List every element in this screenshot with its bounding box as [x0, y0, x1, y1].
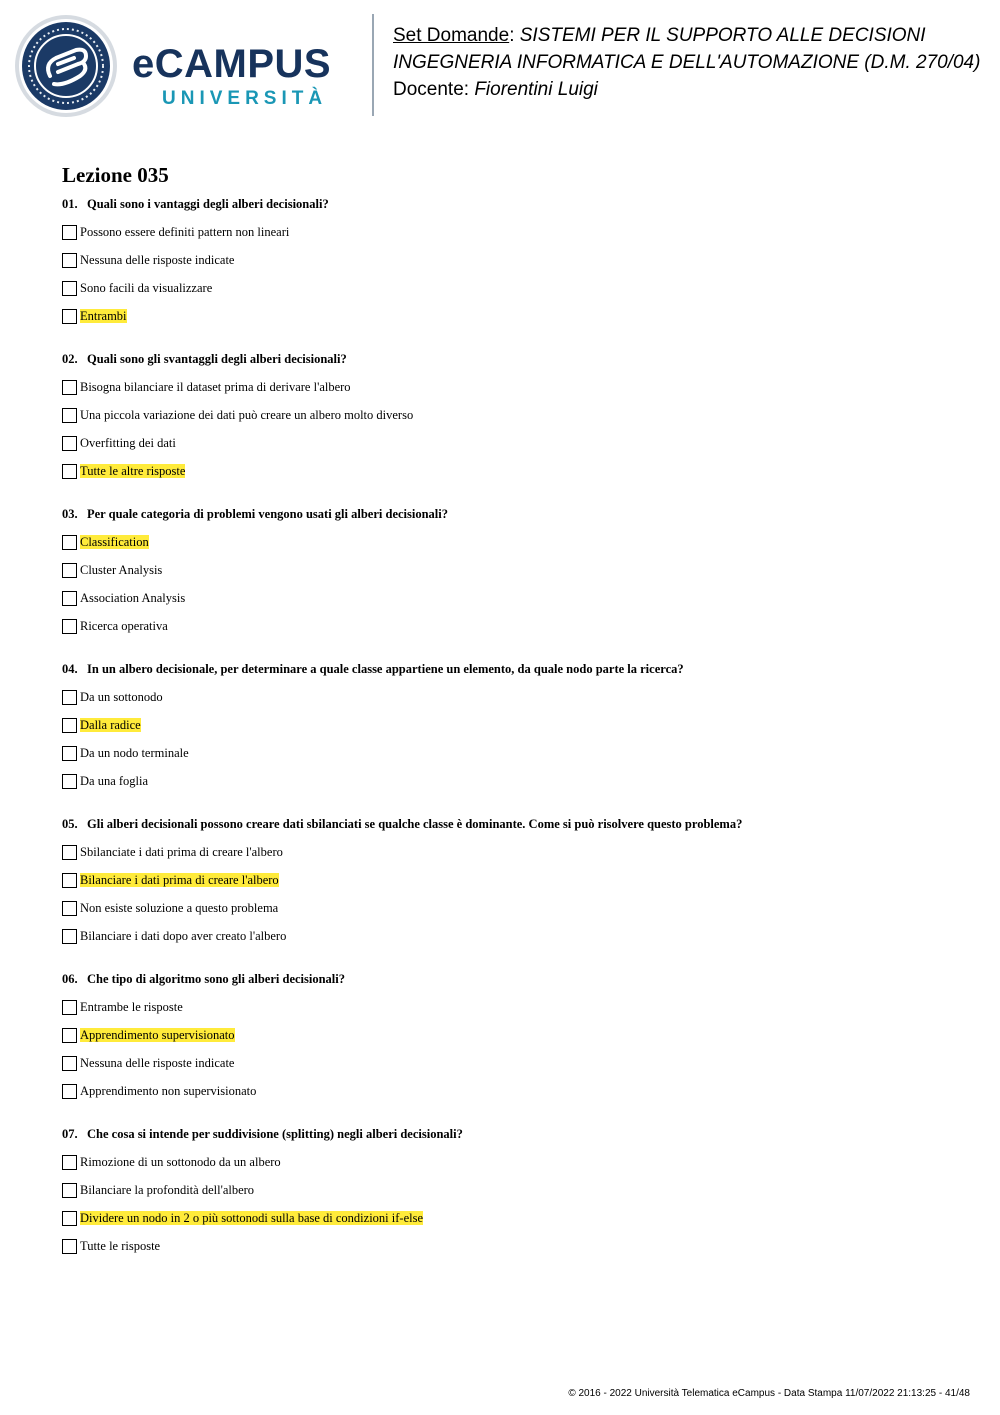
answer-text: Association Analysis	[80, 591, 186, 605]
answer-option[interactable]	[62, 711, 942, 739]
answer-checkbox[interactable]	[62, 746, 77, 761]
answer-checkbox[interactable]	[62, 225, 77, 240]
answer-checkbox[interactable]	[62, 873, 77, 888]
answer-option[interactable]	[62, 246, 942, 274]
answer-checkbox[interactable]	[62, 619, 77, 634]
question-block	[62, 816, 942, 950]
answer-text: Sbilanciate i dati prima di creare l'albero	[80, 845, 283, 859]
question-number: 06.	[62, 972, 78, 986]
answer-checkbox[interactable]	[62, 408, 77, 423]
ecampus-wordmark	[132, 42, 356, 112]
quiz-content	[62, 162, 942, 1281]
answer-checkbox[interactable]	[62, 309, 77, 324]
answer-checkbox[interactable]	[62, 929, 77, 944]
answer-text: Ricerca operativa	[80, 619, 168, 633]
answer-option[interactable]	[62, 683, 942, 711]
answer-checkbox[interactable]	[62, 380, 77, 395]
question-label: Per quale categoria di problemi vengono usati gli alberi decisionali?	[87, 507, 448, 521]
answer-text: Una piccola variazione dei dati può creare un albero molto diverso	[80, 408, 414, 422]
answer-checkbox[interactable]	[62, 464, 77, 479]
answer-text: Bilanciare la profondità dell'albero	[80, 1183, 255, 1197]
answer-option[interactable]	[62, 1204, 942, 1232]
docente-label: Docente:	[393, 79, 470, 100]
answer-text: Bilanciare i dati dopo aver creato l'albero	[80, 929, 287, 943]
question-text	[62, 506, 942, 522]
question-number: 03.	[62, 507, 78, 521]
answer-checkbox[interactable]	[62, 563, 77, 578]
question-text	[62, 196, 942, 212]
page-footer: © 2016 - 2022 Università Telematica eCampus - Data Stampa 11/07/2022 21:13:25 - 41/48	[568, 1388, 970, 1399]
answer-checkbox[interactable]	[62, 718, 77, 733]
answer-option[interactable]	[62, 373, 942, 401]
answer-option[interactable]	[62, 767, 942, 795]
answer-checkbox[interactable]	[62, 281, 77, 296]
answer-text: Nessuna delle risposte indicate	[80, 1056, 235, 1070]
answer-option[interactable]	[62, 838, 942, 866]
answer-text: Da una foglia	[80, 774, 149, 788]
docente-name: Fiorentini Luigi	[474, 79, 598, 100]
answer-checkbox[interactable]	[62, 591, 77, 606]
answer-text-correct: Apprendimento supervisionato	[80, 1028, 235, 1042]
question-block	[62, 506, 942, 640]
answer-checkbox[interactable]	[62, 1239, 77, 1254]
set-label: Set Domande	[393, 25, 510, 46]
question-text	[62, 1126, 942, 1142]
answer-checkbox[interactable]	[62, 1211, 77, 1226]
answer-checkbox[interactable]	[62, 901, 77, 916]
answer-option[interactable]	[62, 1148, 942, 1176]
answer-text-correct: Bilanciare i dati prima di creare l'albero	[80, 873, 279, 887]
answer-option[interactable]	[62, 1077, 942, 1105]
answer-option[interactable]	[62, 218, 942, 246]
question-block	[62, 661, 942, 795]
answer-checkbox[interactable]	[62, 1000, 77, 1015]
course-info	[393, 22, 980, 103]
answer-text: Da un nodo terminale	[80, 746, 189, 760]
question-number: 05.	[62, 817, 78, 831]
answer-checkbox[interactable]	[62, 1183, 77, 1198]
answer-checkbox[interactable]	[62, 1155, 77, 1170]
question-label: Quali sono gli svantaggli degli alberi decisionali?	[87, 352, 347, 366]
answer-text: Tutte le risposte	[80, 1239, 161, 1253]
question-text	[62, 661, 942, 677]
question-block	[62, 196, 942, 330]
course-line-3	[393, 76, 980, 103]
answer-text-correct: Tutte le altre risposte	[80, 464, 186, 478]
answer-checkbox[interactable]	[62, 845, 77, 860]
lesson-title: Lezione 035	[62, 163, 169, 187]
answer-checkbox[interactable]	[62, 774, 77, 789]
brand-name: eCAMPUS	[132, 42, 332, 86]
answer-checkbox[interactable]	[62, 1084, 77, 1099]
brand-subtitle: UNIVERSITÀ	[162, 88, 328, 109]
header-divider	[372, 14, 374, 116]
answer-text: Overfitting dei dati	[80, 436, 176, 450]
answer-text: Apprendimento non supervisionato	[80, 1084, 257, 1098]
question-number: 04.	[62, 662, 78, 676]
answer-text: Entrambe le risposte	[80, 1000, 183, 1014]
answer-option[interactable]	[62, 528, 942, 556]
answer-checkbox[interactable]	[62, 1028, 77, 1043]
answer-option[interactable]	[62, 1049, 942, 1077]
question-label: In un albero decisionale, per determinare a quale classe appartiene un elemento, da quale nodo parte la ricerca?	[87, 662, 684, 676]
answer-option[interactable]	[62, 429, 942, 457]
answer-text: Nessuna delle risposte indicate	[80, 253, 235, 267]
answer-checkbox[interactable]	[62, 535, 77, 550]
question-label: Gli alberi decisionali possono creare dati sbilanciati se qualche classe è dominante. Come si può risolvere questo problema?	[87, 817, 743, 831]
answer-text: Cluster Analysis	[80, 563, 163, 577]
answer-option[interactable]	[62, 274, 942, 302]
question-label: Che tipo di algoritmo sono gli alberi decisionali?	[87, 972, 345, 986]
answer-checkbox[interactable]	[62, 690, 77, 705]
answer-text-correct: Dalla radice	[80, 718, 141, 732]
answer-text-correct: Dividere un nodo in 2 o più sottonodi sulla base di condizioni if-else	[80, 1211, 423, 1225]
answer-option[interactable]	[62, 922, 942, 950]
course-degree: INGEGNERIA INFORMATICA E DELL'AUTOMAZIONE (D.M. 270/04)	[393, 52, 981, 73]
answer-text: Possono essere definiti pattern non lineari	[80, 225, 290, 239]
answer-option[interactable]	[62, 584, 942, 612]
answer-checkbox[interactable]	[62, 436, 77, 451]
answer-option[interactable]	[62, 1021, 942, 1049]
question-block	[62, 971, 942, 1105]
question-block	[62, 1126, 942, 1260]
answer-text: Non esiste soluzione a questo problema	[80, 901, 279, 915]
answer-text: Sono facili da visualizzare	[80, 281, 213, 295]
answer-text: Da un sottonodo	[80, 690, 163, 704]
question-text	[62, 816, 942, 832]
answer-option[interactable]	[62, 401, 942, 429]
question-label: Quali sono i vantaggi degli alberi decisionali?	[87, 197, 329, 211]
page-header	[0, 0, 1000, 130]
question-list	[62, 196, 942, 1260]
answer-text-correct: Classification	[80, 535, 149, 549]
answer-option[interactable]	[62, 302, 942, 330]
question-block	[62, 351, 942, 485]
answer-option[interactable]	[62, 894, 942, 922]
answer-text-correct: Entrambi	[80, 309, 127, 323]
course-line-1	[393, 22, 980, 49]
answer-option[interactable]	[62, 1176, 942, 1204]
answer-option[interactable]	[62, 556, 942, 584]
answer-option[interactable]	[62, 739, 942, 767]
question-number: 07.	[62, 1127, 78, 1141]
ecampus-seal-logo	[14, 14, 118, 118]
answer-option[interactable]	[62, 993, 942, 1021]
course-name: SISTEMI PER IL SUPPORTO ALLE DECISIONI	[519, 25, 926, 46]
answer-text: Bisogna bilanciare il dataset prima di derivare l'albero	[80, 380, 351, 394]
question-text	[62, 351, 942, 367]
answer-option[interactable]	[62, 1232, 942, 1260]
answer-option[interactable]	[62, 457, 942, 485]
question-label: Che cosa si intende per suddivisione (splitting) negli alberi decisionali?	[87, 1127, 463, 1141]
question-number: 01.	[62, 197, 78, 211]
set-colon: :	[509, 25, 515, 46]
question-text	[62, 971, 942, 987]
question-number: 02.	[62, 352, 78, 366]
answer-option[interactable]	[62, 866, 942, 894]
answer-checkbox[interactable]	[62, 1056, 77, 1071]
answer-option[interactable]	[62, 612, 942, 640]
answer-text: Rimozione di un sottonodo da un albero	[80, 1155, 281, 1169]
answer-checkbox[interactable]	[62, 253, 77, 268]
